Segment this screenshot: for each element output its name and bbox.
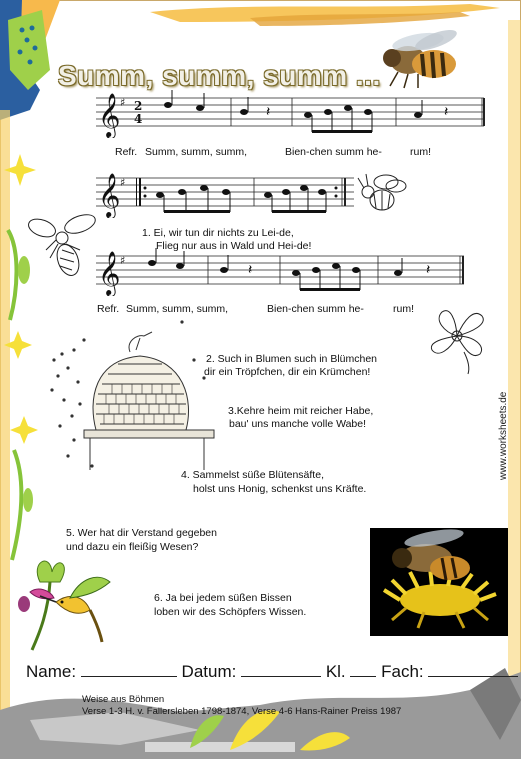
bee-sketch-small — [356, 170, 408, 220]
verse3-line1: 3.Kehre heim mit reicher Habe, — [228, 405, 374, 417]
svg-text:𝄞: 𝄞 — [98, 251, 121, 295]
verse1-line2: Flieg nur aus in Wald und Hei-de! — [156, 240, 312, 252]
staff1-lyric-a: Summ, summ, summ, — [145, 146, 248, 158]
fach-label: Fach: — [381, 662, 424, 681]
verse5-line2: und dazu ein fleißig Wesen? — [66, 541, 199, 553]
svg-text:𝄽: 𝄽 — [248, 262, 253, 278]
verse6-line2: loben wir des Schöpfers Wissen. — [154, 606, 307, 618]
staff3-lyric-b: Bien-chen summ he- — [267, 303, 364, 315]
song-title: Summ, summ, summ ... — [58, 60, 381, 91]
svg-text:𝄞: 𝄞 — [98, 93, 121, 137]
staff1-lyric-b: Bien-chen summ he- — [285, 146, 382, 158]
verse6-line1: 6. Ja bei jedem süßen Bissen — [154, 592, 292, 604]
credits-line1: Weise aus Böhmen — [82, 694, 165, 705]
flower-sketch — [424, 302, 490, 376]
fach-blank[interactable] — [428, 660, 518, 677]
kl-label: Kl. — [325, 662, 346, 681]
verse1-line1: 1. Ei, wir tun dir nichts zu Lei-de, — [142, 227, 294, 239]
staff1-refr: Refr. — [115, 146, 138, 158]
verse3-line2: bau' uns manche volle Wabe! — [229, 418, 367, 430]
verse5-line1: 5. Wer hat dir Verstand gegeben — [66, 527, 217, 539]
kl-blank[interactable] — [350, 660, 376, 677]
svg-text:♯: ♯ — [120, 96, 126, 109]
svg-text:𝄽: 𝄽 — [266, 104, 271, 120]
svg-text:𝄽: 𝄽 — [426, 262, 431, 278]
wasp-sketch-left — [28, 210, 100, 286]
watermark-text: www.worksheets.de — [498, 391, 509, 480]
bee-illustration-top — [378, 28, 470, 90]
svg-text:4: 4 — [134, 112, 143, 126]
student-info-line — [26, 660, 518, 682]
music-staff-2 — [96, 168, 358, 218]
name-label: Name: — [26, 662, 77, 681]
datum-label: Datum: — [181, 662, 237, 681]
credits-line2: Verse 1-3 H. v. Fallersleben 1798-1874, Verse 4-6 Hans-Rainer Preiss 1987 — [82, 706, 402, 717]
staff3-refr: Refr. — [97, 303, 120, 315]
music-staff-1 — [96, 88, 486, 138]
svg-text:♯: ♯ — [120, 254, 126, 267]
verse2-line2: dir ein Tröpfchen, dir ein Krümchen! — [204, 366, 371, 378]
name-blank[interactable] — [81, 660, 177, 677]
verse4-line2: holst uns Honig, schenkst uns Kräfte. — [193, 483, 367, 495]
music-staff-3 — [96, 246, 466, 296]
svg-text:2: 2 — [134, 99, 143, 113]
verse4-line1: 4. Sammelst süße Blütensäfte, — [181, 469, 324, 481]
beehive-illustration — [44, 320, 220, 480]
svg-text:𝄽: 𝄽 — [444, 104, 449, 120]
datum-blank[interactable] — [241, 660, 321, 677]
svg-text:𝄞: 𝄞 — [98, 173, 121, 217]
svg-text:♯: ♯ — [120, 176, 126, 189]
staff3-lyric-end: rum! — [393, 303, 414, 315]
staff1-lyric-end: rum! — [410, 146, 431, 158]
staff3-lyric-a: Summ, summ, summ, — [126, 303, 229, 315]
verse2-line1: 2. Such in Blumen such in Blümchen — [206, 353, 378, 365]
hummingbird-illustration — [10, 552, 120, 652]
bee-on-flower-photo — [370, 528, 508, 636]
